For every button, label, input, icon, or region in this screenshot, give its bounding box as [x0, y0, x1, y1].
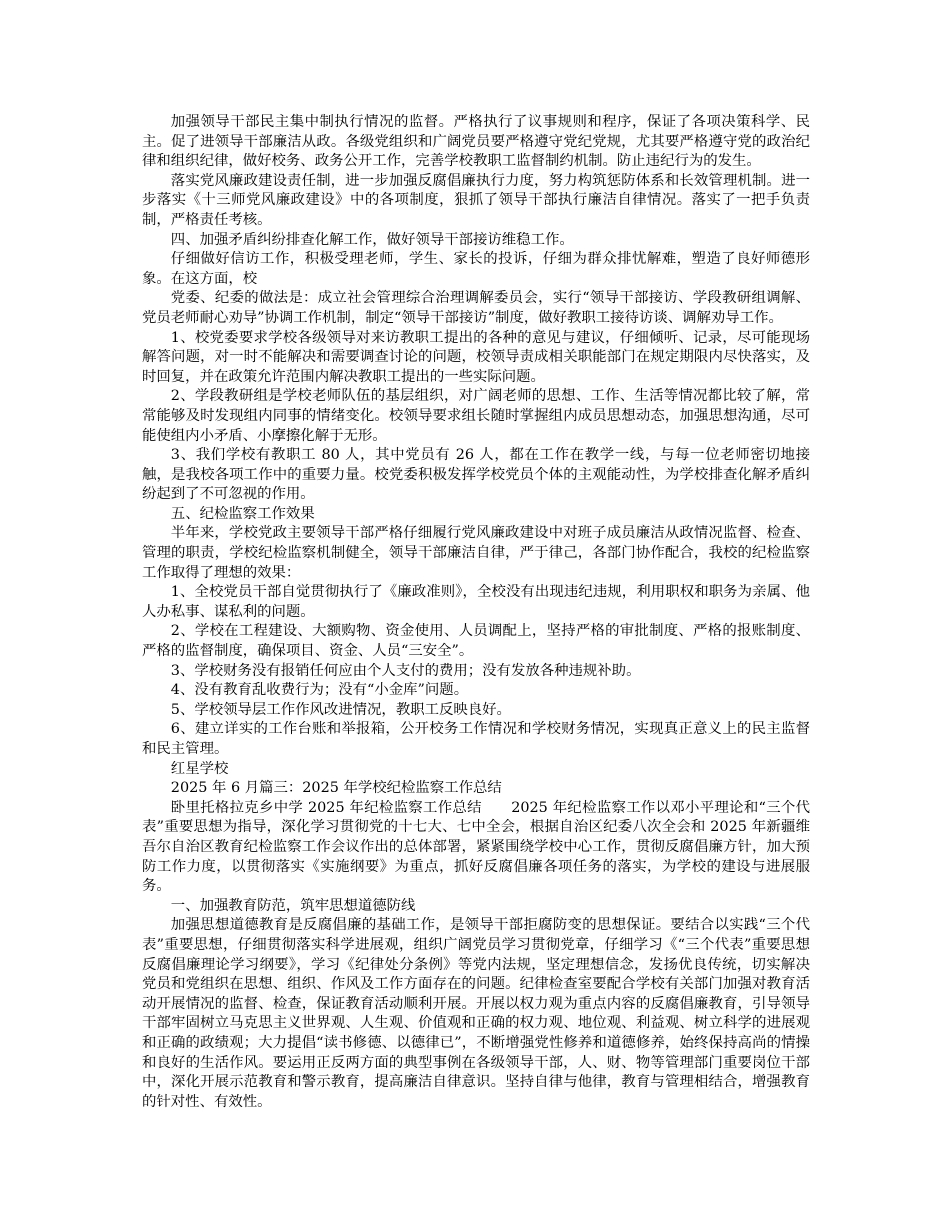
result-item-5: 5、学校领导层工作作风改进情况，教职工反映良好。: [170, 701, 511, 718]
paragraph-party-committee-practice: 党委、纪委的做法是：成立社会管理综合治理调解委员会，实行“领导干部接访、学段教研组调解、党员老师耐心劝导”协调工作机制，制定“领导干部接访”制度，做好教职工接待访谈、调解劝导工作。: [142, 290, 810, 326]
signature-school-name: 红星学校: [170, 760, 229, 777]
document-page: [142, 113, 810, 1112]
list-item-1-leadership-reception: 1、校党委要求学校各级领导对来访教职工提出的各种的意见与建议，仔细倾听、记录，尽可能现场解答问题，对一时不能解决和需要调查讨论的问题，校领导责成相关职能部门在规定期限内尽快落实，及时回复，并在政策允许范围内解决教职工提出的一些实际问题。: [142, 329, 810, 385]
paragraph-petition-work: 仔细做好信访工作，积极受理老师，学生、家长的投诉，仔细为群众排忧解难，塑造了良好师德形象。在这方面，校: [142, 251, 810, 287]
date-and-article-three-title: 2025 年 6 月篇三：2025 年学校纪检监察工作总结: [170, 780, 502, 797]
section-heading-five: 五、纪检监察工作效果: [170, 505, 315, 522]
paragraph-responsibility-system: 落实党风廉政建设责任制，进一步加强反腐倡廉执行力度，努力构筑惩防体系和长效管理机制。进一步落实《十三师党风廉政建设》中的各项制度，狠抓了领导干部执行廉洁自律情况。落实了一把手负责制，严格责任考核。: [142, 172, 810, 228]
paragraph-moral-education: 加强思想道德教育是反腐倡廉的基础工作，是领导干部拒腐防变的思想保证。要结合以实践“三个代表”重要思想，仔细贯彻落实科学进展观，组织广阔党员学习贯彻党章，仔细学习《“三个代表”重要思想反腐倡廉理论学习纲要》，学习《纪律处分条例》等党内法规，坚定理想信念，发扬优良传统，切实解决党员和党组织在思想、组织、作风及工作方面存在的问题。纪律检查室要配合学校有关部门加强对教育活动开展情况的监督、检查，保证教育活动顺利开展。开展以权力观为重点内容的反腐倡廉教育，引导领导干部牢固树立马克思主义世界观、人生观、价值观和正确的权力观、地位观、利益观、树立科学的进展观和正确的政绩观；大力提倡“读书修德、以德律已”，不断增强党性修养和道德修养，始终保持高尚的情操和良好的生活作风。要运用正反两方面的典型事例在各级领导干部，人、财、物等管理部门重要岗位干部中，深化开展示范教育和警示教育，提高廉洁自律意识。坚持自律与他律，教育与管理相结合，增强教育的针对性、有效性。: [142, 917, 810, 1110]
result-item-3: 3、学校财务没有报销任何应由个人支付的费用；没有发放各种违规补助。: [170, 662, 641, 679]
result-item-1: 1、全校党员干部自觉贯彻执行了《廉政准则》，全校没有出现违纪违规，利用职权和职务为亲属、他人办私事、谋私利的问题。: [142, 584, 810, 620]
result-item-4: 4、没有教育乱收费行为；没有“小金库”问题。: [170, 682, 469, 699]
paragraph-half-year-summary: 半年来，学校党政主要领导干部严格仔细履行党风廉政建设中对班子成员廉洁从政情况监督、检查、管理的职责，学校纪检监察机制健全，领导干部廉洁自律，严于律己，各部门协作配合，我校的纪检监察工作取得了理想的效果：: [142, 525, 810, 581]
result-item-2: 2、学校在工程建设、大额购物、资金使用、人员调配上，坚持严格的审批制度、严格的报账制度、严格的监督制度，确保项目、资金、人员“三安全”。: [142, 623, 810, 660]
list-item-3-staff-members: 3、我们学校有教职工 80 人，其中党员有 26 人，都在工作在教学一线，与每一位老师密切地接触，是我校各项工作中的重要力量。校党委积极发挥学校党员个体的主观能动性，为学校排查化解矛盾纠纷起到了不可忽视的作用。: [142, 447, 810, 503]
paragraph-article-three-intro: 卧里托格拉克乡中学 2025 年纪检监察工作总结 2025 年纪检监察工作以邓小平理论和“三个代表”重要思想为指导，深化学习贯彻党的十七大、七中全会，根据自治区纪委八次全会和 2025 年新疆维吾尔自治区教育纪检监察工作会议作出的总体部署，紧紧围绕学校中心工作，贯彻反腐倡廉方针，加大预防工作力度，以贯彻落实《实施纲要》为重点，抓好反腐倡廉各项任务的落实，为学校的建设与进展服务。: [142, 799, 810, 895]
list-item-2-teaching-groups: 2、学段教研组是学校老师队伍的基层组织，对广阔老师的思想、工作、生活等情况都比较了解，常常能够及时发现组内同事的情绪变化。校领导要求组长随时掌握组内成员思想动态，加强思想沟通，尽可能使组内小矛盾、小摩擦化解于无形。: [142, 388, 810, 444]
result-item-6: 6、建立详实的工作台账和举报箱，公开校务工作情况和学校财务情况，实现真正意义上的民主监督和民主管理。: [142, 721, 810, 757]
paragraph-democratic-centralism: 加强领导干部民主集中制执行情况的监督。严格执行了议事规则和程序，保证了各项决策科学、民主。促了进领导干部廉洁从政。各级党组织和广阔党员要严格遵守党纪党规，尤其要严格遵守党的政治纪律和组织纪律，做好校务、政务公开工作，完善学校教职工监督制约机制。防止违纪行为的发生。: [142, 114, 810, 170]
section-heading-four: 四、加强矛盾纠纷排查化解工作，做好领导干部接访维稳工作。: [170, 231, 574, 248]
section-heading-one: 一、加强教育防范，筑牢思想道德防线: [170, 897, 416, 914]
